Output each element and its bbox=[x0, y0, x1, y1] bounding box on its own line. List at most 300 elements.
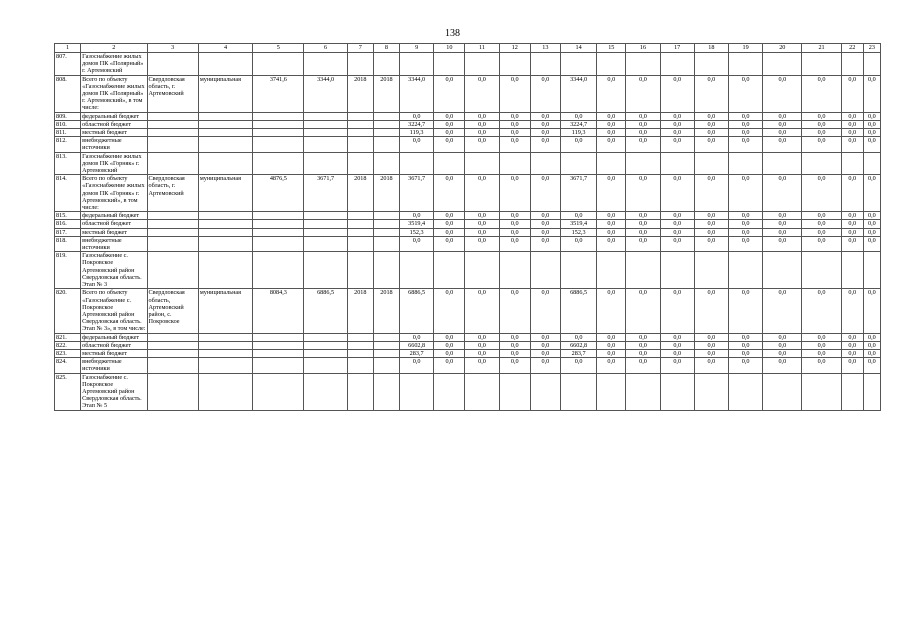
table-cell bbox=[530, 53, 560, 76]
table-cell bbox=[253, 112, 304, 120]
table-cell: 0,0 bbox=[626, 75, 660, 112]
table-cell bbox=[373, 53, 399, 76]
table-cell: 0,0 bbox=[434, 129, 465, 137]
table-cell: 0,0 bbox=[626, 129, 660, 137]
table-cell: 0,0 bbox=[560, 358, 596, 373]
table-cell: 0,0 bbox=[434, 220, 465, 228]
table-cell: 0,0 bbox=[802, 228, 841, 236]
table-cell: Свердловская область, Артемовский район, с. Покровское bbox=[147, 289, 198, 333]
table-cell: 0,0 bbox=[530, 75, 560, 112]
table-cell bbox=[147, 212, 198, 220]
table-cell bbox=[347, 137, 373, 152]
column-header: 2 bbox=[81, 44, 147, 53]
table-cell: 0,0 bbox=[694, 349, 728, 357]
table-cell bbox=[304, 349, 347, 357]
table-cell bbox=[694, 53, 728, 76]
table-cell bbox=[253, 341, 304, 349]
table-cell: федеральный бюджет bbox=[81, 212, 147, 220]
table-cell: 0,0 bbox=[694, 228, 728, 236]
column-header: 3 bbox=[147, 44, 198, 53]
row-number-cell: 810. bbox=[55, 120, 81, 128]
table-cell: 0,0 bbox=[434, 289, 465, 333]
table-cell: 0,0 bbox=[530, 228, 560, 236]
table-cell: 0,0 bbox=[499, 358, 530, 373]
row-number-cell: 818. bbox=[55, 236, 81, 251]
table-cell: Свердловская область, г. Артемовский bbox=[147, 175, 198, 212]
column-header: 5 bbox=[253, 44, 304, 53]
table-cell: 0,0 bbox=[626, 175, 660, 212]
column-header: 21 bbox=[802, 44, 841, 53]
table-cell: местный бюджет bbox=[81, 129, 147, 137]
table-cell bbox=[660, 252, 694, 289]
column-header: 20 bbox=[763, 44, 802, 53]
table-cell: 0,0 bbox=[728, 358, 762, 373]
table-cell bbox=[253, 252, 304, 289]
table-cell bbox=[147, 236, 198, 251]
table-cell bbox=[694, 252, 728, 289]
table-cell bbox=[694, 373, 728, 410]
table-cell bbox=[147, 341, 198, 349]
row-number-cell: 817. bbox=[55, 228, 81, 236]
table-row bbox=[55, 373, 881, 410]
table-cell: 0,0 bbox=[465, 212, 499, 220]
table-cell bbox=[597, 373, 626, 410]
table-cell: областной бюджет bbox=[81, 341, 147, 349]
column-header: 12 bbox=[499, 44, 530, 53]
table-cell: 3519,4 bbox=[560, 220, 596, 228]
table-cell bbox=[198, 333, 252, 341]
table-cell: 0,0 bbox=[626, 137, 660, 152]
column-header: 22 bbox=[841, 44, 863, 53]
table-cell bbox=[728, 252, 762, 289]
table-cell bbox=[560, 373, 596, 410]
table-cell: 0,0 bbox=[694, 220, 728, 228]
table-cell: 2018 bbox=[373, 75, 399, 112]
table-cell: 0,0 bbox=[626, 228, 660, 236]
table-cell bbox=[373, 349, 399, 357]
table-cell: 0,0 bbox=[499, 341, 530, 349]
table-cell bbox=[373, 358, 399, 373]
table-cell: 0,0 bbox=[530, 289, 560, 333]
table-cell: 2018 bbox=[373, 289, 399, 333]
table-cell: 0,0 bbox=[841, 236, 863, 251]
table-cell: 0,0 bbox=[841, 137, 863, 152]
table-cell: 0,0 bbox=[434, 112, 465, 120]
table-cell: 0,0 bbox=[660, 129, 694, 137]
table-cell: муниципальная bbox=[198, 289, 252, 333]
table-cell: 0,0 bbox=[560, 333, 596, 341]
table-cell: 0,0 bbox=[660, 120, 694, 128]
column-header: 15 bbox=[597, 44, 626, 53]
row-number-cell: 813. bbox=[55, 152, 81, 175]
table-cell bbox=[400, 152, 434, 175]
row-number-cell: 825. bbox=[55, 373, 81, 410]
table-cell: 0,0 bbox=[802, 120, 841, 128]
table-cell bbox=[626, 252, 660, 289]
table-cell: 0,0 bbox=[863, 137, 880, 152]
table-cell: 0,0 bbox=[434, 236, 465, 251]
table-cell bbox=[499, 373, 530, 410]
table-cell: 0,0 bbox=[660, 228, 694, 236]
table-cell: 2018 bbox=[347, 175, 373, 212]
table-cell: 0,0 bbox=[434, 333, 465, 341]
table-cell bbox=[597, 152, 626, 175]
table-cell: 0,0 bbox=[465, 358, 499, 373]
table-cell: 0,0 bbox=[841, 228, 863, 236]
table-cell: 0,0 bbox=[499, 120, 530, 128]
table-cell: 0,0 bbox=[499, 220, 530, 228]
table-cell bbox=[304, 120, 347, 128]
table-cell: 0,0 bbox=[434, 120, 465, 128]
table-cell bbox=[802, 152, 841, 175]
table-cell bbox=[465, 373, 499, 410]
table-cell: 0,0 bbox=[499, 236, 530, 251]
table-cell bbox=[253, 358, 304, 373]
column-header: 16 bbox=[626, 44, 660, 53]
table-cell: 0,0 bbox=[434, 75, 465, 112]
table-cell bbox=[763, 373, 802, 410]
table-cell bbox=[434, 373, 465, 410]
table-cell: 0,0 bbox=[841, 75, 863, 112]
table-cell: 0,0 bbox=[465, 349, 499, 357]
table-row bbox=[55, 341, 881, 349]
table-cell bbox=[253, 236, 304, 251]
table-cell bbox=[147, 137, 198, 152]
table-cell: Свердловская область, г. Артемовский bbox=[147, 75, 198, 112]
table-cell bbox=[763, 53, 802, 76]
table-cell bbox=[347, 252, 373, 289]
table-cell bbox=[373, 236, 399, 251]
table-cell: 0,0 bbox=[499, 228, 530, 236]
table-cell bbox=[465, 252, 499, 289]
table-cell bbox=[499, 252, 530, 289]
table-cell: 0,0 bbox=[660, 212, 694, 220]
table-cell: Газоснабжение с. Покровское Артемовский район Свердловская область. Этап № 3 bbox=[81, 252, 147, 289]
table-cell: 0,0 bbox=[863, 236, 880, 251]
table-cell: 0,0 bbox=[597, 236, 626, 251]
table-cell: 0,0 bbox=[597, 358, 626, 373]
table-cell: 6602,8 bbox=[400, 341, 434, 349]
table-row bbox=[55, 289, 881, 333]
table-cell bbox=[198, 220, 252, 228]
table-cell: 0,0 bbox=[660, 341, 694, 349]
table-cell: местный бюджет bbox=[81, 228, 147, 236]
table-cell: 6886,5 bbox=[304, 289, 347, 333]
table-cell bbox=[198, 212, 252, 220]
table-cell bbox=[763, 252, 802, 289]
column-header: 17 bbox=[660, 44, 694, 53]
row-number-cell: 822. bbox=[55, 341, 81, 349]
table-cell bbox=[347, 112, 373, 120]
table-cell bbox=[253, 220, 304, 228]
table-cell bbox=[147, 112, 198, 120]
table-cell: 3344,0 bbox=[560, 75, 596, 112]
table-cell bbox=[373, 137, 399, 152]
table-cell bbox=[465, 152, 499, 175]
table-cell: 0,0 bbox=[465, 120, 499, 128]
table-cell: 0,0 bbox=[802, 137, 841, 152]
table-cell: 2018 bbox=[347, 289, 373, 333]
table-cell: 0,0 bbox=[530, 137, 560, 152]
table-cell bbox=[304, 220, 347, 228]
table-cell bbox=[198, 112, 252, 120]
table-cell: 3671,7 bbox=[400, 175, 434, 212]
table-cell: 0,0 bbox=[499, 333, 530, 341]
column-header: 8 bbox=[373, 44, 399, 53]
table-cell bbox=[347, 120, 373, 128]
table-cell: Газоснабжение жилых домов ПК «Полярный» г. Артемовский bbox=[81, 53, 147, 76]
table-cell: 0,0 bbox=[400, 236, 434, 251]
table-cell bbox=[304, 236, 347, 251]
table-cell: 3224,7 bbox=[400, 120, 434, 128]
column-header: 1 bbox=[55, 44, 81, 53]
table-cell bbox=[863, 152, 880, 175]
table-cell: 0,0 bbox=[400, 333, 434, 341]
table-cell: 0,0 bbox=[597, 129, 626, 137]
row-number-cell: 824. bbox=[55, 358, 81, 373]
table-cell: 0,0 bbox=[626, 289, 660, 333]
table-row bbox=[55, 220, 881, 228]
table-cell bbox=[434, 152, 465, 175]
table-cell: 3671,7 bbox=[304, 175, 347, 212]
row-number-cell: 815. bbox=[55, 212, 81, 220]
table-cell bbox=[530, 373, 560, 410]
table-cell: 0,0 bbox=[434, 175, 465, 212]
table-cell: 0,0 bbox=[763, 175, 802, 212]
table-cell: 0,0 bbox=[802, 341, 841, 349]
table-cell: 0,0 bbox=[694, 137, 728, 152]
table-cell bbox=[304, 333, 347, 341]
table-cell: 0,0 bbox=[660, 358, 694, 373]
table-cell bbox=[530, 252, 560, 289]
table-cell: Газоснабжение жилых домов ПК «Горняк» г. Артемовский bbox=[81, 152, 147, 175]
table-cell bbox=[841, 152, 863, 175]
table-cell: 0,0 bbox=[465, 137, 499, 152]
table-cell: 0,0 bbox=[660, 333, 694, 341]
table-cell bbox=[147, 152, 198, 175]
table-cell: 0,0 bbox=[802, 75, 841, 112]
table-cell: Всего по объекту «Газоснабжение жилых домов ПК «Горняк» г. Артемовский», в том числе: bbox=[81, 175, 147, 212]
table-cell: 0,0 bbox=[530, 220, 560, 228]
table-cell bbox=[347, 129, 373, 137]
table-cell: 8084,3 bbox=[253, 289, 304, 333]
table-cell: 0,0 bbox=[465, 333, 499, 341]
table-cell: 0,0 bbox=[597, 289, 626, 333]
table-cell: 0,0 bbox=[530, 212, 560, 220]
table-cell bbox=[304, 358, 347, 373]
table-cell: 0,0 bbox=[434, 341, 465, 349]
table-cell bbox=[304, 228, 347, 236]
table-cell bbox=[253, 129, 304, 137]
table-cell: 0,0 bbox=[694, 333, 728, 341]
table-cell bbox=[560, 152, 596, 175]
table-cell bbox=[347, 53, 373, 76]
table-cell: Всего по объекту «Газоснабжение с. Покровское Артемовский район Свердловская область. Этап № 3», в том числе: bbox=[82, 289, 146, 333]
table-cell: 0,0 bbox=[694, 341, 728, 349]
table-cell: 4876,5 bbox=[253, 175, 304, 212]
table-cell: 0,0 bbox=[694, 120, 728, 128]
table-cell: 0,0 bbox=[660, 289, 694, 333]
table-cell: 152,3 bbox=[560, 228, 596, 236]
table-cell bbox=[198, 373, 252, 410]
column-header: 23 bbox=[863, 44, 880, 53]
table-cell: 283,7 bbox=[400, 349, 434, 357]
column-header: 19 bbox=[728, 44, 762, 53]
row-number-cell: 823. bbox=[55, 349, 81, 357]
table-cell bbox=[373, 152, 399, 175]
table-row bbox=[55, 212, 881, 220]
table-cell: 0,0 bbox=[802, 175, 841, 212]
table-cell: 0,0 bbox=[465, 289, 499, 333]
table-cell: 0,0 bbox=[802, 112, 841, 120]
table-cell bbox=[863, 53, 880, 76]
table-row bbox=[55, 358, 881, 373]
table-cell: 0,0 bbox=[763, 137, 802, 152]
row-number-cell: 809. bbox=[55, 112, 81, 120]
table-cell: 0,0 bbox=[560, 236, 596, 251]
table-cell: 0,0 bbox=[763, 220, 802, 228]
table-cell: 0,0 bbox=[626, 349, 660, 357]
table-row bbox=[55, 333, 881, 341]
table-cell: 0,0 bbox=[802, 212, 841, 220]
table-cell: 0,0 bbox=[530, 236, 560, 251]
table-cell bbox=[347, 358, 373, 373]
table-cell: 0,0 bbox=[841, 175, 863, 212]
table-cell bbox=[626, 152, 660, 175]
table-cell: 0,0 bbox=[728, 120, 762, 128]
table-cell: 0,0 bbox=[400, 358, 434, 373]
table-cell bbox=[347, 212, 373, 220]
table-cell bbox=[253, 137, 304, 152]
table-cell: 0,0 bbox=[694, 112, 728, 120]
table-cell bbox=[434, 53, 465, 76]
table-cell: 0,0 bbox=[597, 228, 626, 236]
table-cell bbox=[147, 228, 198, 236]
table-cell: внебюджетные источники bbox=[81, 236, 147, 251]
table-cell: 0,0 bbox=[626, 358, 660, 373]
table-cell bbox=[626, 53, 660, 76]
table-cell bbox=[304, 341, 347, 349]
table-cell: 0,0 bbox=[499, 75, 530, 112]
table-cell: 0,0 bbox=[694, 75, 728, 112]
table-cell: 0,0 bbox=[597, 341, 626, 349]
table-cell bbox=[147, 333, 198, 341]
table-cell: 0,0 bbox=[728, 220, 762, 228]
table-cell bbox=[198, 358, 252, 373]
table-cell: 0,0 bbox=[465, 220, 499, 228]
table-cell bbox=[253, 333, 304, 341]
table-cell: 0,0 bbox=[802, 236, 841, 251]
table-cell bbox=[560, 252, 596, 289]
table-cell: 6886,5 bbox=[400, 289, 434, 333]
table-cell bbox=[400, 373, 434, 410]
table-cell: 0,0 bbox=[863, 228, 880, 236]
table-cell: 0,0 bbox=[660, 236, 694, 251]
table-cell: 0,0 bbox=[763, 212, 802, 220]
table-cell: 3519,4 bbox=[400, 220, 434, 228]
table-cell: 3344,0 bbox=[304, 75, 347, 112]
table-cell bbox=[841, 53, 863, 76]
table-cell: 0,0 bbox=[863, 120, 880, 128]
table-cell: 0,0 bbox=[763, 236, 802, 251]
table-cell: 0,0 bbox=[728, 236, 762, 251]
column-header: 6 bbox=[304, 44, 347, 53]
table-cell bbox=[198, 252, 252, 289]
table-cell: 0,0 bbox=[863, 341, 880, 349]
table-cell: 0,0 bbox=[660, 349, 694, 357]
table-cell: 3224,7 bbox=[560, 120, 596, 128]
table-cell bbox=[347, 220, 373, 228]
table-row bbox=[55, 252, 881, 289]
table-cell: 0,0 bbox=[728, 75, 762, 112]
table-cell: 0,0 bbox=[841, 112, 863, 120]
table-cell bbox=[728, 373, 762, 410]
table-cell bbox=[841, 373, 863, 410]
table-cell: 0,0 bbox=[763, 112, 802, 120]
table-cell: 0,0 bbox=[728, 212, 762, 220]
table-cell bbox=[373, 333, 399, 341]
table-cell bbox=[347, 349, 373, 357]
table-cell: 0,0 bbox=[802, 220, 841, 228]
table-cell bbox=[253, 53, 304, 76]
table-cell: 0,0 bbox=[728, 333, 762, 341]
table-cell: 0,0 bbox=[434, 212, 465, 220]
table-cell: 0,0 bbox=[863, 220, 880, 228]
table-cell: 0,0 bbox=[841, 341, 863, 349]
table-cell bbox=[253, 373, 304, 410]
table-cell: 0,0 bbox=[660, 137, 694, 152]
table-cell bbox=[198, 341, 252, 349]
table-cell bbox=[253, 228, 304, 236]
row-number-cell: 808. bbox=[55, 75, 81, 112]
table-cell: 0,0 bbox=[530, 341, 560, 349]
table-cell bbox=[253, 212, 304, 220]
table-cell: 0,0 bbox=[694, 212, 728, 220]
table-cell: 0,0 bbox=[660, 75, 694, 112]
row-number-cell: 811. bbox=[55, 129, 81, 137]
table-cell: 3741,6 bbox=[253, 75, 304, 112]
table-cell: 0,0 bbox=[400, 137, 434, 152]
table-cell: 0,0 bbox=[626, 112, 660, 120]
table-cell bbox=[198, 236, 252, 251]
row-number-cell: 819. bbox=[55, 252, 81, 289]
table-cell bbox=[802, 53, 841, 76]
table-cell: 0,0 bbox=[763, 120, 802, 128]
table-cell: 0,0 bbox=[499, 129, 530, 137]
table-cell: местный бюджет bbox=[81, 349, 147, 357]
table-cell: 0,0 bbox=[499, 212, 530, 220]
table-cell: 0,0 bbox=[465, 236, 499, 251]
table-cell: 0,0 bbox=[626, 212, 660, 220]
table-cell bbox=[147, 53, 198, 76]
table-cell bbox=[198, 137, 252, 152]
table-row bbox=[55, 152, 881, 175]
table-cell: 3344,0 bbox=[400, 75, 434, 112]
table-cell: 0,0 bbox=[465, 75, 499, 112]
table-cell: 0,0 bbox=[530, 333, 560, 341]
table-cell bbox=[802, 373, 841, 410]
table-cell: 0,0 bbox=[763, 333, 802, 341]
table-cell bbox=[347, 333, 373, 341]
table-cell bbox=[253, 152, 304, 175]
table-cell bbox=[499, 152, 530, 175]
table-cell: 0,0 bbox=[841, 333, 863, 341]
table-cell bbox=[304, 53, 347, 76]
table-cell: муниципальная bbox=[198, 175, 252, 212]
table-cell: 0,0 bbox=[626, 120, 660, 128]
table-cell: 0,0 bbox=[597, 220, 626, 228]
table-cell: 0,0 bbox=[841, 220, 863, 228]
